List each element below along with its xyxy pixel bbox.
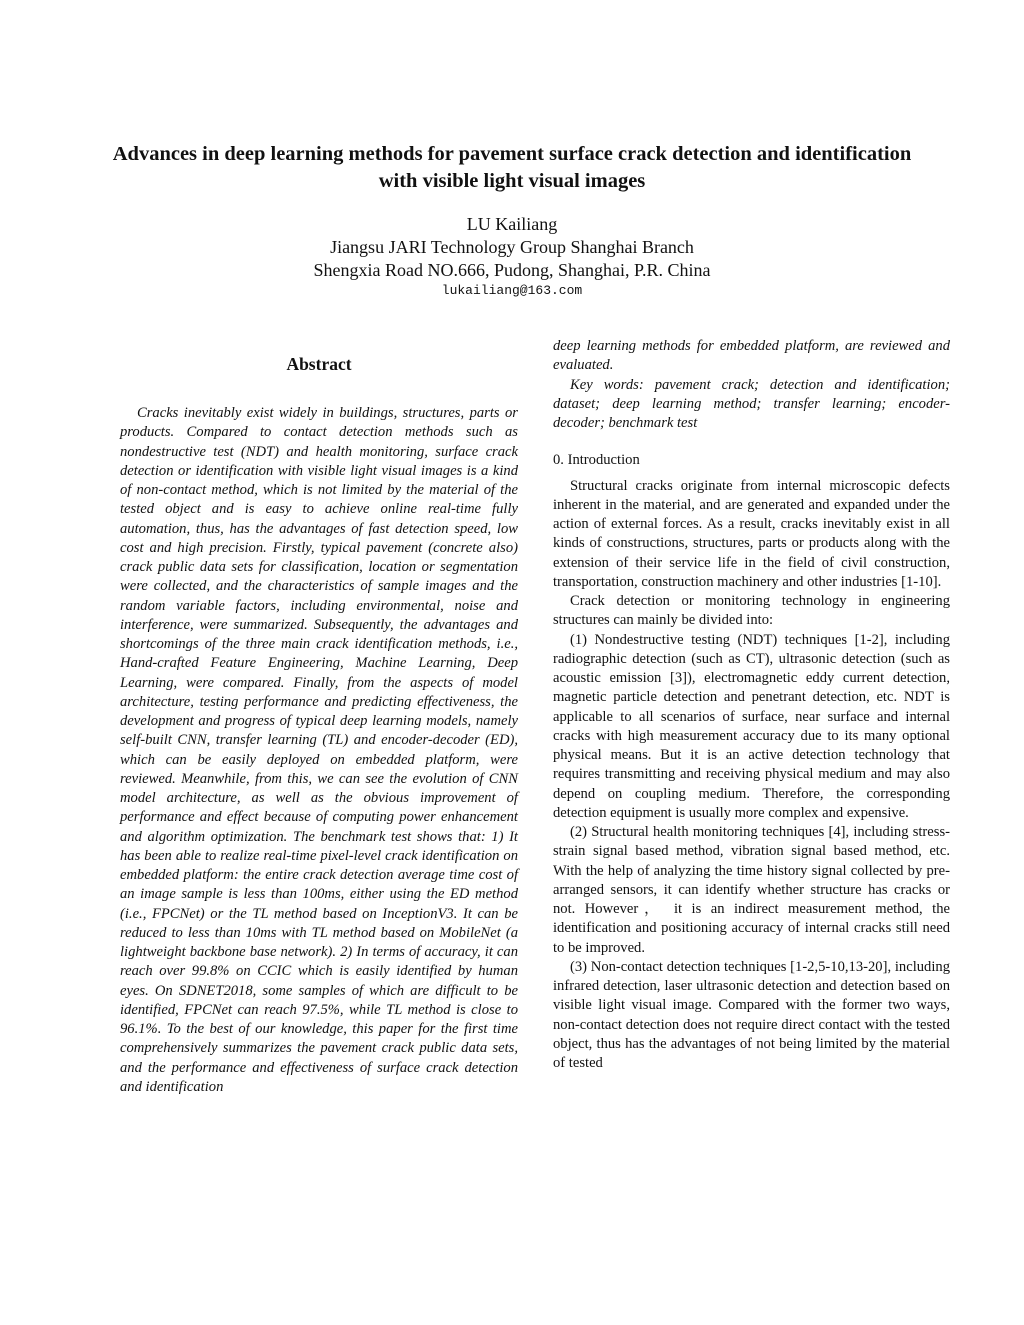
intro-paragraph: (2) Structural health monitoring techniques [4], including stress-strain signal based method, vibration signal based method, etc. With the help of analyzing the time history signal collected by pre-arranged sensors, it can identify whether structure has cracks or not. However， it is an indirect measurement method, the identification and positioning accuracy of internal cracks still need to be improved. (553, 824, 950, 956)
intro-paragraph: (1) Nondestructive testing (NDT) techniques [1-2], including radiographic detection (such as CT), ultrasonic detection (such as acoustic emission [3]), electromagnetic eddy current detection, magnetic particle detection and penetrant detection, etc. NDT is applicable to all scenarios of surface, near surface and internal cracks with high measurement accuracy due to its many optional physical means. But it is an active detection technology that requires transmitting and receiving physical medium and may also depend on coupling medium. Therefore, the corresponding detection equipment is usually more complex and expensive. (553, 631, 950, 821)
intro-paragraph: Structural cracks originate from internal microscopic defects inherent in the material, and are generated and expanded under the action of external forces. As a result, cracks inevitably exist in all kinds of constructions, structures, parts or products along with the extension of their service life in the field of civil construction, transportation, construction machinery and other industries [1-10]. (553, 477, 950, 590)
keywords: Key words: pavement crack; detection and identification; dataset; deep learning method; transfer learning; encoder-decoder; benchmark test (553, 376, 950, 431)
abstract-heading: Abstract (286, 354, 352, 374)
abstract-continuation: deep learning methods for embedded platform, are reviewed and evaluated. (553, 338, 950, 374)
abstract-body: Cracks inevitably exist widely in buildings, structures, parts or products. Compared to contact detection methods such as nondestructive test (NDT) and health monitoring, surface crack detection or identification with visible light visual images is a kind of non-contact method, which is not limited by the material of the tested object and is easy to achieve online real-time fully automation, thus, has the advantages of fast detection speed, low cost and high precision. Firstly, typical pavement (concrete also) crack public data sets for classification, location or segmentation were collected, and the characteristics of sample images and the random variable factors, including environmental, noise and interference, were summarized. Subsequently, the advantages and shortcomings of the three main crack identification methods, i.e., Hand-crafted Feature Engineering, Machine Learning, Deep Learning, were compared. Finally, from the aspects of model architecture, testing performance and predicting effectiveness, the development and progress of typical deep learning models, namely self-built CNN, transfer learning (TL) and encoder-decoder (ED), which can be easily deployed on embedded platform, were reviewed. Meanwhile, from this, we can see the evolution of CNN model architecture, as well as the obvious improvement of performance and effect because of computing power enhancement and algorithm optimization. The benchmark test shows that: 1) It has been able to realize real-time pixel-level crack identification on embedded platform: the entire crack detection average time cost of an image sample is less than 100ms, either using the ED method (i.e., FPCNet) or the TL method based on InceptionV3. It can be reduced to less than 10ms with TL method based on MobileNet (a lightweight backbone base network). 2) In terms of accuracy, it can reach over 99.8% on CCIC which is easily identified by human eyes. On SDNET2018, some samples of which are difficult to be identified, FPCNet can reach 97.5%, while TL method is close to 96.1%. To the best of our knowledge, this paper for the first time comprehensively summarizes the pavement crack public data sets, and the performance and effectiveness of surface crack detection and identification (120, 405, 518, 1095)
author-affiliation: Jiangsu JARI Technology Group Shanghai Branch (330, 237, 694, 257)
left-column (120, 352, 518, 1097)
author-email: lukailiang@163.com (441, 283, 583, 298)
author-address: Shengxia Road NO.666, Pudong, Shanghai, P.R. China (313, 260, 711, 280)
introduction-heading: 0. Introduction (553, 452, 640, 469)
paper-title: Advances in deep learning methods for pavement surface crack detection and identification with visible light visual images (112, 143, 912, 192)
author-block (200, 213, 824, 299)
author-name: LU Kailiang (466, 214, 558, 234)
intro-paragraph: Crack detection or monitoring technology in engineering structures can mainly be divided into: (553, 593, 950, 629)
right-column (553, 337, 950, 1073)
intro-paragraph: (3) Non-contact detection techniques [1-2,5-10,13-20], including infrared detection, laser ultrasonic detection and detection based on visible light visual image. Compared with the former two ways, non-contact detection does not require direct contact with the tested object, thus has the advantages of not being limited by the material of tested (553, 958, 950, 1071)
